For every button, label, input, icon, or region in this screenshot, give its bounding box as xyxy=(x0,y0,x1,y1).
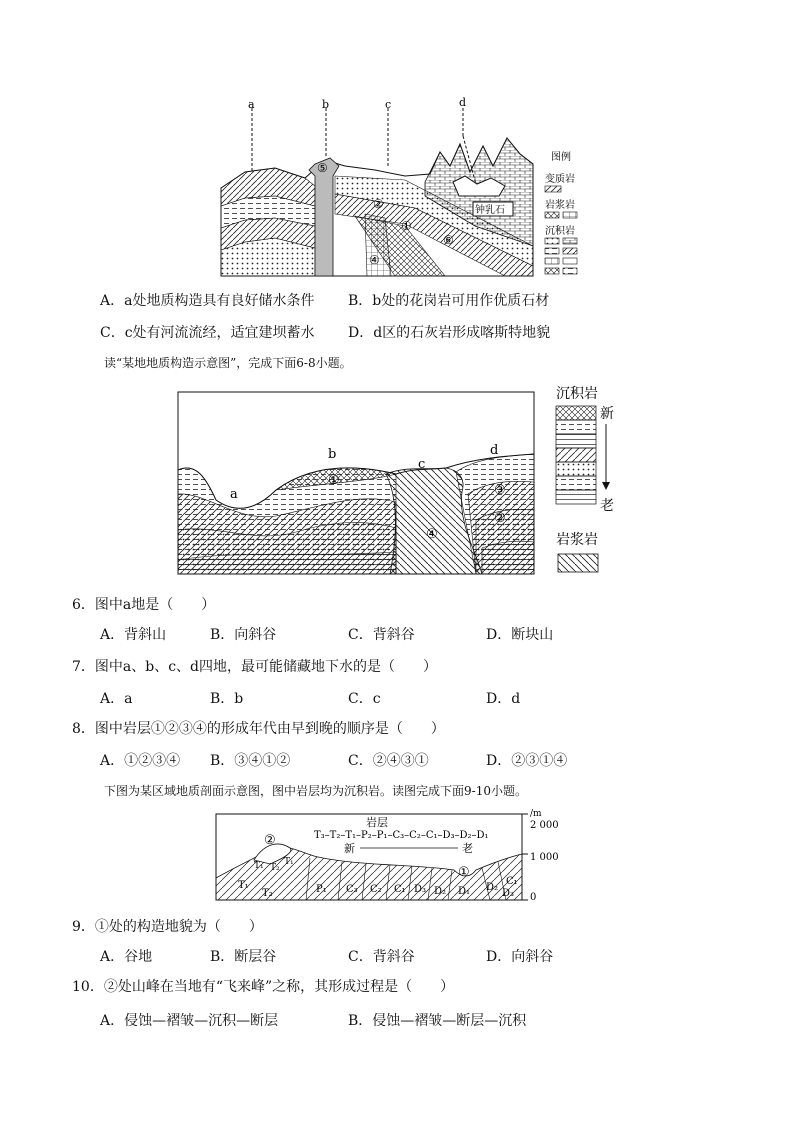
geology-figure-3 xyxy=(214,808,582,904)
fig2-label-a: a xyxy=(230,487,238,502)
fig2-circle-1: ① xyxy=(328,473,340,488)
fig3-bottom-label-10: D₃ xyxy=(502,888,515,899)
fig3-strata-title: 岩层 xyxy=(366,816,388,829)
fig1-label-c: c xyxy=(385,98,392,111)
q7-option-b: B．b xyxy=(210,691,244,707)
fig3-top-label-1: T₂ xyxy=(270,863,280,873)
fig3-bottom-label-9: D₂ xyxy=(486,882,499,893)
q9-option-b: B．断层谷 xyxy=(210,949,277,965)
fig3-bottom-label-0: T₁ xyxy=(238,880,249,891)
q10-stem: 10．②处山峰在当地有“飞来峰”之称，其形成过程是（ ） xyxy=(72,979,455,995)
fig2-legend-sedimentary: 沉积岩 xyxy=(556,386,598,402)
q9-option-d: D．向斜谷 xyxy=(486,949,554,965)
q7-option-d: D．d xyxy=(486,691,521,707)
q8-option-d: D．②③①④ xyxy=(486,753,568,769)
q8-option-a: A．①②③④ xyxy=(100,753,181,769)
fig1-circle-6: ⑥ xyxy=(443,233,454,247)
fig1-circle-5: ⑤ xyxy=(317,161,328,175)
q9-stem: 9．①处的构造地貌为（ ） xyxy=(72,919,263,935)
q6-stem: 6．图中a地是（ ） xyxy=(72,597,216,613)
fig3-top-label-0: T₁ xyxy=(254,861,264,871)
fig3-bottom-label-6: D₃ xyxy=(414,884,427,895)
q7-stem: 7．图中a、b、c、d四地，最可能储藏地下水的是（ ） xyxy=(72,659,438,675)
fig3-old: 老 xyxy=(462,842,473,855)
q10-option-a: A．侵蚀—褶皱—沉积—断层 xyxy=(100,1013,279,1029)
fig1-label-a: a xyxy=(248,98,255,111)
fig2-circle-3: ③ xyxy=(494,483,506,498)
fig2-legend-igneous: 岩浆岩 xyxy=(556,532,598,548)
fig1-legend-sedimentary: 沉积岩 xyxy=(545,226,575,237)
q6-option-d: D．断块山 xyxy=(486,627,554,643)
fig1-legend-metamorphic: 变质岩 xyxy=(545,174,575,185)
fig3-bottom-label-3: C₃ xyxy=(346,884,358,895)
fig1-circle-4: ④ xyxy=(369,253,380,267)
fig1-legend-title: 图例 xyxy=(551,152,571,163)
fig2-legend-old: 老 xyxy=(600,498,614,514)
q5-option-c: C．c处有河流流经，适宜建坝蓄水 xyxy=(100,325,315,341)
fig1-circle-1: ① xyxy=(401,219,412,233)
intro-6-8: 读“某地地质构造示意图”，完成下面6-8小题。 xyxy=(104,356,352,370)
fig1-circle-2: ② xyxy=(373,197,384,211)
q5-option-a: A．a处地质构造具有良好储水条件 xyxy=(100,293,315,309)
fig3-bottom-label-5: C₁ xyxy=(394,884,406,895)
fig2-circle-4: ④ xyxy=(426,527,438,542)
q6-option-a: A．背斜山 xyxy=(100,627,167,643)
q8-option-c: C．②④③① xyxy=(348,753,429,769)
intro-9-10: 下图为某区域地质剖面示意图，图中岩层均为沉积岩。读图完成下面9-10小题。 xyxy=(104,784,527,798)
q9-option-c: C．背斜谷 xyxy=(348,949,415,965)
fig2-label-d: d xyxy=(490,443,499,458)
fig2-label-c: c xyxy=(418,457,426,472)
fig3-circle-2: ② xyxy=(264,833,276,848)
q8-stem: 8．图中岩层①②③④的形成年代由早到晚的顺序是（ ） xyxy=(72,721,445,737)
q5-option-b: B．b处的花岗岩可用作优质石材 xyxy=(348,293,550,309)
fig3-unit: /m xyxy=(530,809,542,819)
q5-option-d: D．d区的石灰岩形成喀斯特地貌 xyxy=(348,325,551,341)
fig3-new: 新 xyxy=(344,842,355,855)
fig2-label-b: b xyxy=(328,447,337,462)
fig2-circle-2: ② xyxy=(494,511,506,526)
fig3-tick-2000: 2 000 xyxy=(530,820,559,831)
fig2-legend-new: 新 xyxy=(600,406,614,422)
fig1-legend-igneous: 岩浆岩 xyxy=(545,200,575,211)
fig3-circle-1: ① xyxy=(458,865,470,880)
fig3-tick-0: 0 xyxy=(530,892,537,903)
fig3-bottom-label-7: D₂ xyxy=(434,886,447,897)
fig3-bottom-label-2: P₁ xyxy=(316,884,327,895)
q6-option-b: B．向斜谷 xyxy=(210,627,277,643)
q6-option-c: C．背斜谷 xyxy=(348,627,415,643)
fig3-bottom-label-8: D₁ xyxy=(458,886,471,897)
fig3-bottom-label-1: T₂ xyxy=(262,888,273,899)
q8-option-b: B．③④①② xyxy=(210,753,291,769)
fig1-label-b: b xyxy=(322,98,330,111)
fig1-label-d: d xyxy=(459,96,467,109)
fig3-top-label-2: T₁ xyxy=(284,857,294,867)
geology-figure-2 xyxy=(176,382,618,580)
fig3-bottom-label-4: C₂ xyxy=(370,884,382,895)
stalactite-label: 钟乳石 xyxy=(475,205,505,216)
fig3-bottom-label-11: C₁ xyxy=(506,876,518,887)
q9-option-a: A．谷地 xyxy=(100,949,153,965)
fig3-tick-1000: 1 000 xyxy=(530,852,559,863)
geology-figure-1 xyxy=(215,96,595,282)
q7-option-a: A．a xyxy=(100,691,133,707)
q7-option-c: C．c xyxy=(348,691,381,707)
fig3-sequence: T₃–T₂–T₁–P₂–P₁–C₃–C₂–C₁–D₃–D₂–D₁ xyxy=(314,830,489,841)
q10-option-b: B．侵蚀—褶皱—断层—沉积 xyxy=(348,1013,527,1029)
